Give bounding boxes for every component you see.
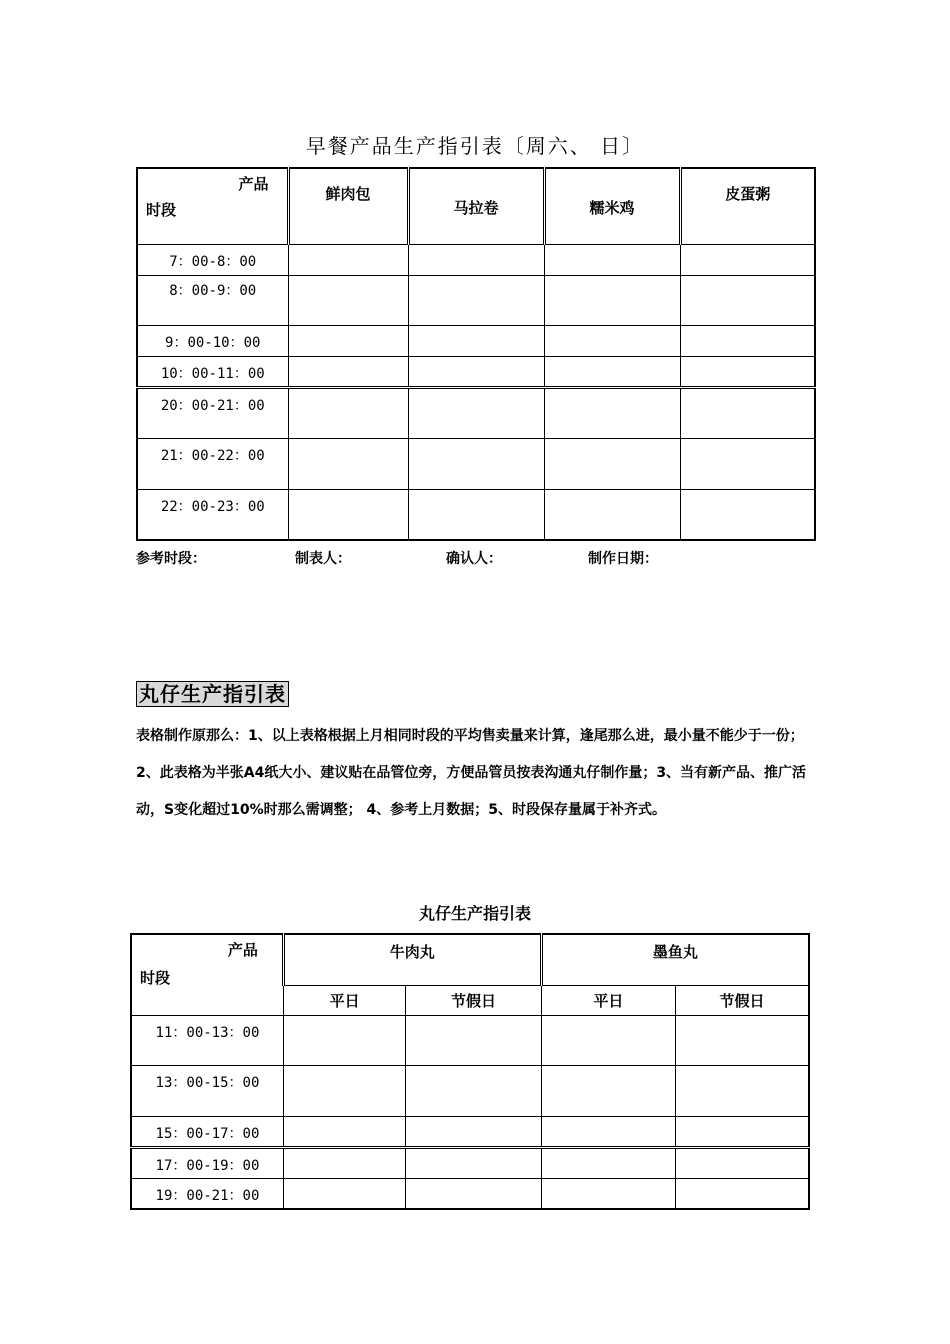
breakfast-production-table bbox=[136, 167, 816, 541]
data-cell[interactable] bbox=[408, 275, 544, 325]
table2-title: 丸仔生产指引表 bbox=[418, 904, 531, 923]
subcol-holiday: 节假日 bbox=[676, 985, 809, 1015]
subcol-holiday: 节假日 bbox=[406, 985, 541, 1015]
data-cell[interactable] bbox=[288, 489, 408, 540]
product-header-moyuwan: 墨鱼丸 bbox=[541, 934, 809, 985]
data-cell[interactable] bbox=[408, 356, 544, 387]
data-cell[interactable] bbox=[680, 438, 815, 489]
data-cell[interactable] bbox=[288, 244, 408, 275]
data-cell[interactable] bbox=[406, 1065, 541, 1116]
table-row bbox=[137, 438, 815, 489]
data-cell[interactable] bbox=[544, 387, 680, 438]
data-cell[interactable] bbox=[288, 275, 408, 325]
data-cell[interactable] bbox=[406, 1116, 541, 1147]
product-header-pidanzhou: 皮蛋粥 bbox=[680, 168, 815, 244]
time-cell: 8：00-9：00 bbox=[137, 275, 288, 325]
table-row bbox=[131, 1116, 809, 1147]
data-cell[interactable] bbox=[680, 275, 815, 325]
time-cell: 17：00-19：00 bbox=[131, 1147, 283, 1178]
product-header-malajuan: 马拉卷 bbox=[408, 168, 544, 244]
table1-footer bbox=[136, 548, 816, 568]
rules-paragraph: 表格制作原那么：1、以上表格根据上月相同时段的平均售卖量来计算，逢尾那么进，最小量不能少于一份；2、此表格为半张A4纸大小、建议贴在品管位旁，方便品管员按表沟通丸仔制作量；3、当有新产品、推广活动，S变化超过10%时那么需调整； 4、参考上月数据；5、时段保存量属于补齐式。 bbox=[136, 728, 807, 818]
data-cell[interactable] bbox=[283, 1116, 405, 1147]
data-cell[interactable] bbox=[680, 489, 815, 540]
data-cell[interactable] bbox=[544, 275, 680, 325]
corner-product-label: 产品 bbox=[227, 941, 258, 959]
data-cell[interactable] bbox=[406, 1015, 541, 1065]
data-cell[interactable] bbox=[408, 325, 544, 356]
corner-time-label: 时段 bbox=[146, 201, 177, 219]
table-row bbox=[131, 1065, 809, 1116]
corner-header-cell bbox=[137, 168, 288, 244]
data-cell[interactable] bbox=[283, 1147, 405, 1178]
table-row bbox=[131, 1178, 809, 1209]
data-cell[interactable] bbox=[408, 438, 544, 489]
table-row bbox=[137, 489, 815, 540]
data-cell[interactable] bbox=[544, 244, 680, 275]
data-cell[interactable] bbox=[541, 1178, 675, 1209]
time-cell: 11：00-13：00 bbox=[131, 1015, 283, 1065]
time-cell: 10：00-11：00 bbox=[137, 356, 288, 387]
data-cell[interactable] bbox=[680, 356, 815, 387]
data-cell[interactable] bbox=[541, 1116, 675, 1147]
table-row bbox=[137, 244, 815, 275]
made-by-label: 制表人： bbox=[295, 551, 351, 567]
data-cell[interactable] bbox=[288, 438, 408, 489]
data-cell[interactable] bbox=[283, 1015, 405, 1065]
corner-time-label: 时段 bbox=[140, 969, 171, 987]
data-cell[interactable] bbox=[283, 1178, 405, 1209]
data-cell[interactable] bbox=[288, 356, 408, 387]
date-label: 制作日期： bbox=[588, 551, 658, 567]
data-cell[interactable] bbox=[283, 1065, 405, 1116]
data-cell[interactable] bbox=[408, 387, 544, 438]
table-row bbox=[137, 356, 815, 387]
data-cell[interactable] bbox=[676, 1147, 809, 1178]
data-cell[interactable] bbox=[408, 489, 544, 540]
subcol-weekday: 平日 bbox=[541, 985, 675, 1015]
data-cell[interactable] bbox=[288, 387, 408, 438]
data-cell[interactable] bbox=[680, 387, 815, 438]
meatball-production-table bbox=[130, 933, 810, 1210]
data-cell[interactable] bbox=[544, 325, 680, 356]
data-cell[interactable] bbox=[676, 1178, 809, 1209]
product-header-xianroubao: 鲜肉包 bbox=[288, 168, 408, 244]
data-cell[interactable] bbox=[680, 325, 815, 356]
confirmed-by-label: 确认人： bbox=[446, 551, 502, 567]
data-cell[interactable] bbox=[544, 356, 680, 387]
data-cell[interactable] bbox=[676, 1015, 809, 1065]
time-cell: 9：00-10：00 bbox=[137, 325, 288, 356]
data-cell[interactable] bbox=[288, 325, 408, 356]
time-cell: 13：00-15：00 bbox=[131, 1065, 283, 1116]
time-cell: 20：00-21：00 bbox=[137, 387, 288, 438]
table-row bbox=[137, 387, 815, 438]
data-cell[interactable] bbox=[544, 489, 680, 540]
table1-title: 早餐产品生产指引表〔周六、 日〕 bbox=[305, 134, 645, 158]
data-cell[interactable] bbox=[680, 244, 815, 275]
data-cell[interactable] bbox=[408, 244, 544, 275]
table-row bbox=[131, 1015, 809, 1065]
product-header-nuomiji: 糯米鸡 bbox=[544, 168, 680, 244]
data-cell[interactable] bbox=[676, 1065, 809, 1116]
section-heading: 丸仔生产指引表 bbox=[136, 681, 289, 707]
data-cell[interactable] bbox=[541, 1015, 675, 1065]
data-cell[interactable] bbox=[406, 1178, 541, 1209]
time-cell: 19：00-21：00 bbox=[131, 1178, 283, 1209]
data-cell[interactable] bbox=[541, 1065, 675, 1116]
corner-header-cell bbox=[131, 934, 283, 1015]
table-row bbox=[137, 275, 815, 325]
subcol-weekday: 平日 bbox=[283, 985, 405, 1015]
data-cell[interactable] bbox=[406, 1147, 541, 1178]
time-cell: 21：00-22：00 bbox=[137, 438, 288, 489]
data-cell[interactable] bbox=[676, 1116, 809, 1147]
data-cell[interactable] bbox=[544, 438, 680, 489]
time-cell: 22：00-23：00 bbox=[137, 489, 288, 540]
time-cell: 15：00-17：00 bbox=[131, 1116, 283, 1147]
table-row bbox=[137, 325, 815, 356]
corner-product-label: 产品 bbox=[238, 175, 269, 193]
ref-time-label: 参考时段： bbox=[136, 551, 206, 567]
table-row bbox=[131, 1147, 809, 1178]
data-cell[interactable] bbox=[541, 1147, 675, 1178]
product-header-niurouwan: 牛肉丸 bbox=[283, 934, 541, 985]
time-cell: 7：00-8：00 bbox=[137, 244, 288, 275]
